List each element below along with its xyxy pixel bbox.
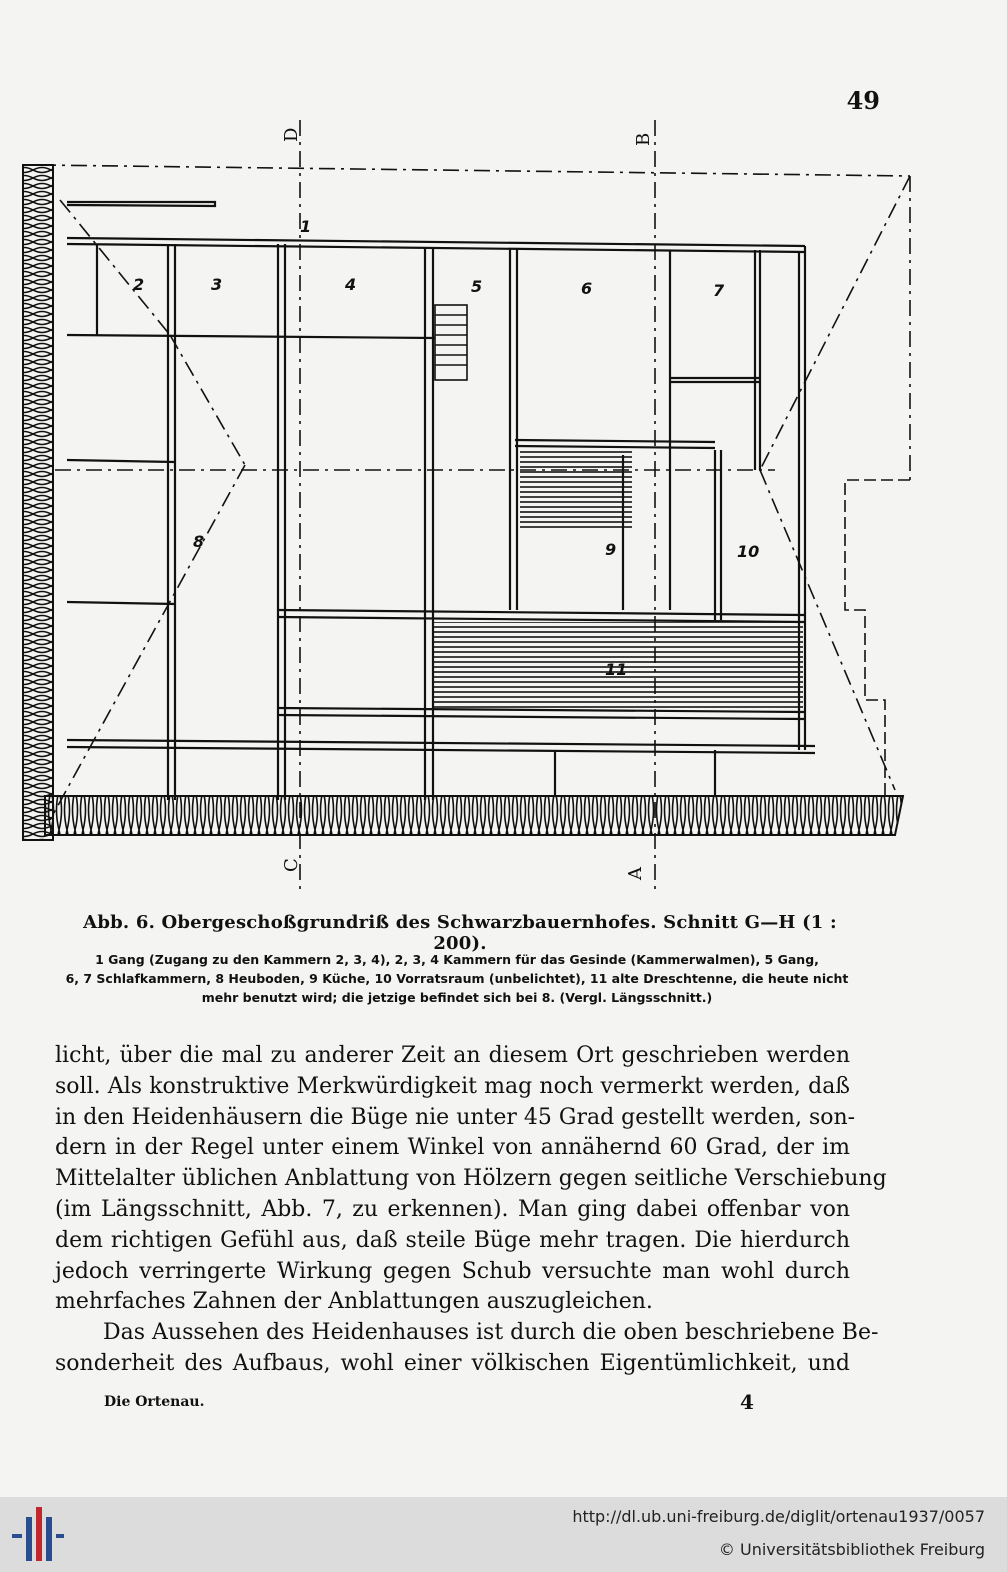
footer-signature: 4 xyxy=(740,1390,754,1414)
body-line: in den Heidenhäusern die Büge nie unter 45 Grad gestellt werden, son- xyxy=(55,1104,856,1130)
section-label-d: D xyxy=(281,127,302,142)
right-stepped-outline xyxy=(845,480,910,800)
figure-caption: Abb. 6. Obergeschoßgrundriß des Schwarzbauernhofes. Schnitt G—H (1 : 200). xyxy=(83,912,837,954)
building-walls xyxy=(67,202,815,800)
body-line: Das Aussehen des Heidenhauses ist durch die oben beschriebene Be- xyxy=(103,1320,879,1346)
body-line: mehrfaches Zahnen der Anblattungen auszugleichen. xyxy=(55,1289,653,1315)
room-number-11: 11 xyxy=(605,660,628,679)
room-number-4: 4 xyxy=(345,275,357,294)
page-number: 49 xyxy=(846,86,880,115)
section-label-a: A xyxy=(625,867,646,880)
floor-plan-figure xyxy=(15,110,915,900)
footer-publication: Die Ortenau. xyxy=(104,1394,205,1410)
roof-outline xyxy=(40,120,910,890)
body-line: (im Längsschnitt, Abb. 7, zu erkennen). Man ging dabei offenbar von xyxy=(55,1196,850,1222)
left-wall-hatch xyxy=(23,165,53,840)
body-line: dern in der Regel unter einem Winkel von annähernd 60 Grad, der im xyxy=(55,1135,850,1161)
kitchen-hatch xyxy=(520,450,632,530)
section-label-b: B xyxy=(633,132,654,146)
room-number-9: 9 xyxy=(605,540,617,559)
room-number-1: 1 xyxy=(300,217,312,236)
figure-legend xyxy=(60,950,854,1007)
legend-line: 6, 7 Schlafkammern, 8 Heuboden, 9 Küche, 10 Vorratsraum (unbelichtet), 11 alte Dreschtenne, die heute nicht xyxy=(65,971,849,986)
body-line: licht, über die mal zu anderer Zeit an diesem Ort geschrieben werden xyxy=(55,1043,850,1068)
staircase xyxy=(435,305,467,380)
room-number-10: 10 xyxy=(737,542,760,561)
legend-line: 1 Gang (Zugang zu den Kammern 2, 3, 4), 2, 3, 4 Kammern für das Gesinde (Kammerwalmen), 5 Gang, xyxy=(95,952,819,967)
library-logo-icon xyxy=(12,1507,64,1561)
body-line: Mittelalter üblichen Anblattung von Hölzern gegen seitliche Verschiebung xyxy=(55,1166,887,1192)
copyright-notice: © Universitätsbibliothek Freiburg xyxy=(718,1540,985,1559)
room-number-3: 3 xyxy=(211,275,223,294)
body-line: soll. Als konstruktive Merkwürdigkeit mag noch vermerkt werden, daß xyxy=(55,1073,850,1099)
body-text xyxy=(55,1041,887,1380)
library-bar xyxy=(0,1497,1007,1572)
room-number-5: 5 xyxy=(471,277,483,296)
source-url-link[interactable]: http://dl.ub.uni-freiburg.de/diglit/ortenau1937/0057 xyxy=(572,1507,985,1526)
section-label-c: C xyxy=(281,858,302,872)
body-line: sonderheit des Aufbaus, wohl einer völkischen Eigentümlichkeit, und xyxy=(55,1350,850,1376)
room-number-8: 8 xyxy=(193,532,205,551)
bottom-wall-hatch xyxy=(45,796,903,835)
legend-line: mehr benutzt wird; die jetzige befindet sich bei 8. (Vergl. Längsschnitt.) xyxy=(201,990,713,1005)
body-line: dem richtigen Gefühl aus, daß steile Büge mehr tragen. Die hierdurch xyxy=(55,1227,850,1253)
room-number-2: 2 xyxy=(133,275,145,294)
body-line: jedoch verringerte Wirkung gegen Schub versuchte man wohl durch xyxy=(55,1258,850,1284)
room-number-6: 6 xyxy=(581,279,593,298)
room-number-7: 7 xyxy=(713,281,725,300)
